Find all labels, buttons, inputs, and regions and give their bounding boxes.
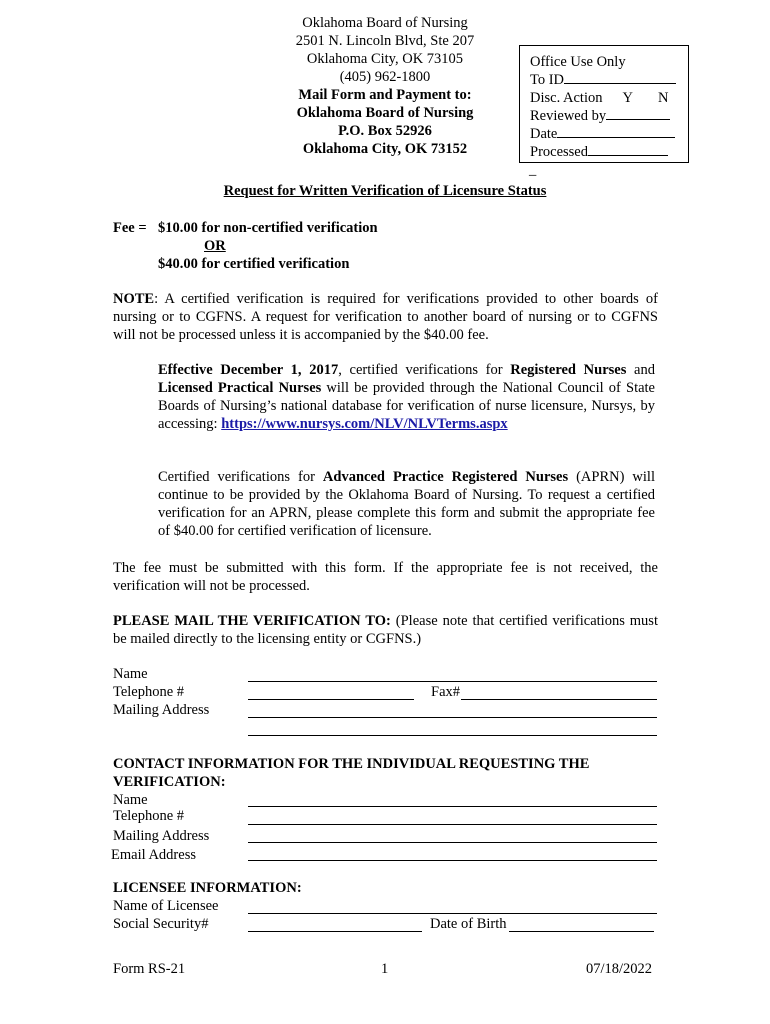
aprn-text: Certified verifications for	[158, 469, 323, 485]
note-text: : A certified verification is required for verifications provided to other boards of nursing or to CGFNS. A request for verification to another board of nursing or to CGFNS will not be processed unless it is accompanied by the $40.00 fee.	[113, 291, 658, 343]
effective-text: , certified verifications for	[338, 362, 511, 378]
office-use-box	[519, 45, 689, 163]
contact-telephone-label: Telephone #	[113, 808, 185, 824]
fee-label: Fee =	[113, 220, 147, 236]
disc-no[interactable]: N	[657, 90, 669, 106]
contact-heading: CONTACT INFORMATION FOR THE INDIVIDUAL REQUESTING THE VERIFICATION:	[113, 756, 590, 790]
mail-line: Mail Form and Payment to:	[298, 87, 472, 103]
mail-line: P.O. Box 52926	[338, 123, 432, 139]
processed-field[interactable]	[588, 143, 668, 156]
date-label: Date	[530, 126, 558, 142]
page-number: 1	[381, 961, 389, 977]
effective-date: Effective December 1, 2017	[158, 362, 339, 378]
aprn-text: (APRN) will continue to be provided by the Oklahoma Board of Nursing. To request a certified verification for an APRN, please complete this form and submit the appropriate fee of $40.00 for certified verification of licensure.	[158, 469, 655, 539]
mail-fax-label: Fax#	[431, 684, 460, 700]
to-id-field[interactable]	[564, 71, 676, 84]
nursys-link[interactable]: https://www.nursys.com/NLV/NLVTerms.aspx	[221, 416, 508, 432]
office-use-title: Office Use Only	[530, 54, 626, 70]
reviewed-by-row	[530, 107, 670, 125]
form-number: Form RS-21	[113, 961, 186, 977]
contact-name-field[interactable]	[248, 806, 657, 807]
aprn-label: Advanced Practice Registered Nurses	[322, 469, 569, 485]
note-label: NOTE	[113, 291, 155, 307]
mail-fax-field[interactable]	[461, 699, 657, 700]
processed-row	[530, 143, 668, 161]
address-line: 2501 N. Lincoln Blvd, Ste 207	[295, 33, 475, 49]
processed-label: Processed	[530, 144, 588, 160]
contact-address-label: Mailing Address	[113, 828, 210, 844]
effective-paragraph	[158, 361, 655, 433]
contact-email-label: Email Address	[111, 847, 196, 863]
contact-telephone-field[interactable]	[248, 824, 657, 825]
disc-action-row	[530, 89, 668, 107]
fee-line-1: $10.00 for non-certified verification	[158, 220, 378, 236]
disc-yes[interactable]: Y	[622, 90, 633, 106]
mail-name-field[interactable]	[248, 681, 657, 682]
mail-telephone-label: Telephone #	[113, 684, 185, 700]
to-id-row	[530, 71, 676, 89]
rn-label: Registered Nurses	[510, 362, 627, 378]
mail-line: Oklahoma Board of Nursing	[296, 105, 474, 121]
mail-address-field[interactable]	[248, 717, 657, 718]
revision-date: 07/18/2022	[586, 961, 653, 977]
mail-address-label: Mailing Address	[113, 702, 210, 718]
licensee-dob-label: Date of Birth	[430, 916, 507, 932]
effective-text: and	[626, 362, 655, 378]
licensee-name-label: Name of Licensee	[113, 898, 219, 914]
address-line: Oklahoma Board of Nursing	[302, 15, 468, 31]
office-trailing: _	[529, 162, 537, 178]
fee-notice: The fee must be submitted with this form. If the appropriate fee is not received, the verification will not be processed.	[113, 560, 658, 594]
date-field[interactable]	[557, 125, 675, 138]
reviewed-by-label: Reviewed by	[530, 108, 607, 124]
mail-telephone-field[interactable]	[248, 699, 414, 700]
note-paragraph	[113, 290, 658, 344]
licensee-ssn-field[interactable]	[248, 931, 422, 932]
licensee-name-field[interactable]	[248, 913, 657, 914]
contact-name-label: Name	[113, 792, 148, 808]
mail-line: Oklahoma City, OK 73152	[302, 141, 468, 157]
form-title: Request for Written Verification of Licensure Status	[223, 183, 547, 199]
aprn-paragraph	[158, 468, 655, 540]
address-line: Oklahoma City, OK 73105	[306, 51, 464, 67]
mail-to-heading: PLEASE MAIL THE VERIFICATION TO:	[113, 613, 391, 629]
mail-name-label: Name	[113, 666, 148, 682]
fee-or: OR	[204, 238, 226, 254]
reviewed-by-field[interactable]	[606, 107, 670, 120]
fee-line-2: $40.00 for certified verification	[158, 256, 350, 272]
board-address	[230, 14, 540, 158]
contact-email-field[interactable]	[248, 860, 657, 861]
mail-address-field-2[interactable]	[248, 735, 657, 736]
address-line: (405) 962-1800	[339, 69, 431, 85]
disc-action-label: Disc. Action	[530, 90, 603, 106]
to-id-label: To ID	[530, 72, 565, 88]
mail-to-paragraph	[113, 612, 658, 648]
licensee-ssn-label: Social Security#	[113, 916, 209, 932]
mail-to-note: (Please note that certified verifications must be mailed directly to the licensing entity or CGFNS.)	[113, 613, 658, 647]
licensee-heading: LICENSEE INFORMATION:	[113, 880, 302, 896]
effective-text: will be provided through the National Council of State Boards of Nursing’s national database for verification of nurse licensure, Nursys, by accessing:	[158, 380, 655, 432]
licensee-dob-field[interactable]	[509, 931, 654, 932]
lpn-label: Licensed Practical Nurses	[158, 380, 322, 396]
contact-address-field[interactable]	[248, 842, 657, 843]
date-row	[530, 125, 675, 143]
